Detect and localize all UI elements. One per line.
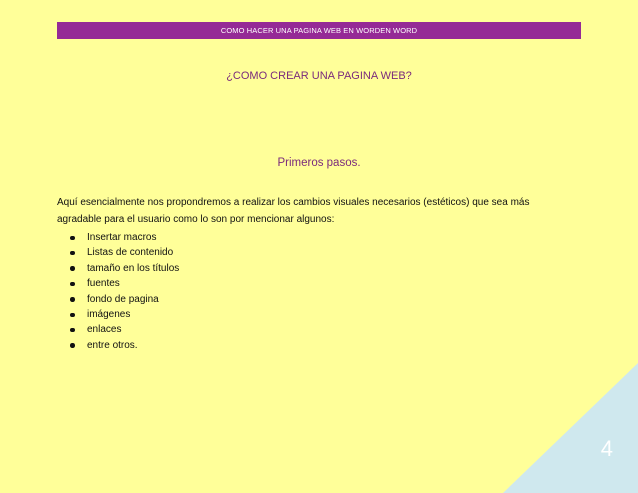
bullet-icon	[70, 282, 75, 287]
bullet-icon	[70, 236, 75, 241]
bullet-list	[70, 230, 179, 353]
list-item-text: fondo de pagina	[87, 293, 159, 305]
bullet-icon	[70, 313, 75, 318]
bullet-icon	[70, 343, 75, 348]
page-title: ¿COMO CREAR UNA PAGINA WEB?	[226, 70, 412, 82]
list-item-text: Listas de contenido	[87, 247, 174, 259]
bullet-icon	[70, 297, 75, 302]
header-text: COMO HACER UNA PAGINA WEB EN WORDEN WORD	[220, 26, 418, 35]
list-item	[70, 338, 179, 353]
list-item-text: fuentes	[87, 278, 120, 290]
list-item	[70, 276, 179, 291]
list-item-text: Insertar macros	[87, 232, 157, 243]
corner-decoration	[503, 363, 638, 493]
intro-paragraph: Aquí esencialmente nos propondremos a realizar los cambios visuales necesarios (estéticos) que sea más agradable para el usuario como lo son por mencionar algunos:	[57, 197, 530, 225]
list-item	[70, 307, 179, 322]
list-item	[70, 322, 179, 337]
list-item-text: entre otros.	[87, 339, 138, 351]
list-item	[70, 292, 179, 307]
list-item	[70, 230, 179, 245]
list-item-text: imágenes	[87, 309, 131, 321]
bullet-icon	[70, 266, 75, 271]
list-item	[70, 261, 179, 276]
bullet-icon	[70, 328, 75, 333]
list-item	[70, 245, 179, 260]
list-item-text: enlaces	[87, 324, 122, 336]
section-subtitle: Primeros pasos.	[277, 157, 361, 169]
page-number: 4	[600, 436, 613, 461]
header-bar	[57, 22, 581, 39]
bullet-icon	[70, 251, 75, 256]
list-item-text: tamaño en los títulos	[87, 262, 180, 274]
